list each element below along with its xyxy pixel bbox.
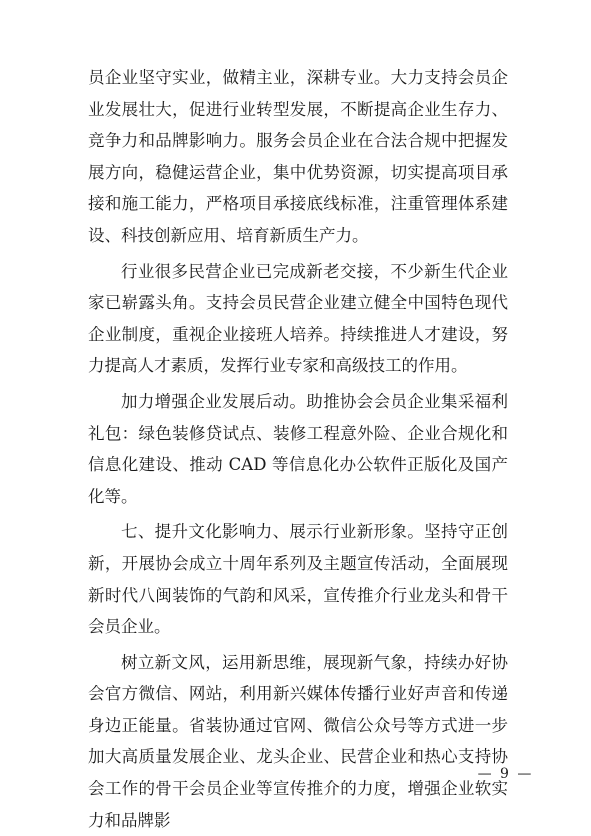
paragraph-3: 加力增强企业发展后动。助推协会会员企业集采福利礼包：绿色装修贷试点、装修工程意外险、企业合规化和信息化建设、推动 CAD 等信息化办公软件正版化及国产化等。 [88,391,508,506]
paragraph-4: 七、提升文化影响力、展示行业新形象。坚持守正创新，开展协会成立十周年系列及主题宣传活动，全面展现新时代八闽装饰的气韵和风采，宣传推介行业龙头和骨干会员企业。 [88,522,508,637]
paragraph-1: 员企业坚守实业，做精主业，深耕专业。大力支持会员企业发展壮大，促进行业转型发展，不断提高企业生存力、竞争力和品牌影响力。服务会员企业在合法合规中把握发展方向，稳健运营企业，集中优势资源，切实提高项目承接和施工能力，严格项目承接底线标准，注重管理体系建设、科技创新应用、培育新质生产力。 [88,68,508,245]
page-number-text: — 9 — [477,766,534,782]
paragraph-5: 树立新文风，运用新思维，展现新气象，持续办好协会官方微信、网站，利用新兴媒体传播行业好声音和传递身边正能量。省装协通过官网、微信公众号等方式进一步加大高质量发展企业、龙头企业、民营企业和热心支持协会工作的骨干会员企业等宣传推介的力度，增强企业软实力和品牌影 [88,652,508,830]
body-text [88,62,508,836]
page-number [0,766,591,782]
paragraph-2: 行业很多民营企业已完成新老交接，不少新生代企业家已崭露头角。支持会员民营企业建立健全中国特色现代企业制度，重视企业接班人培养。持续推进人才建设，努力提高人才素质，发挥行业专家和高级技工的作用。 [88,261,508,376]
